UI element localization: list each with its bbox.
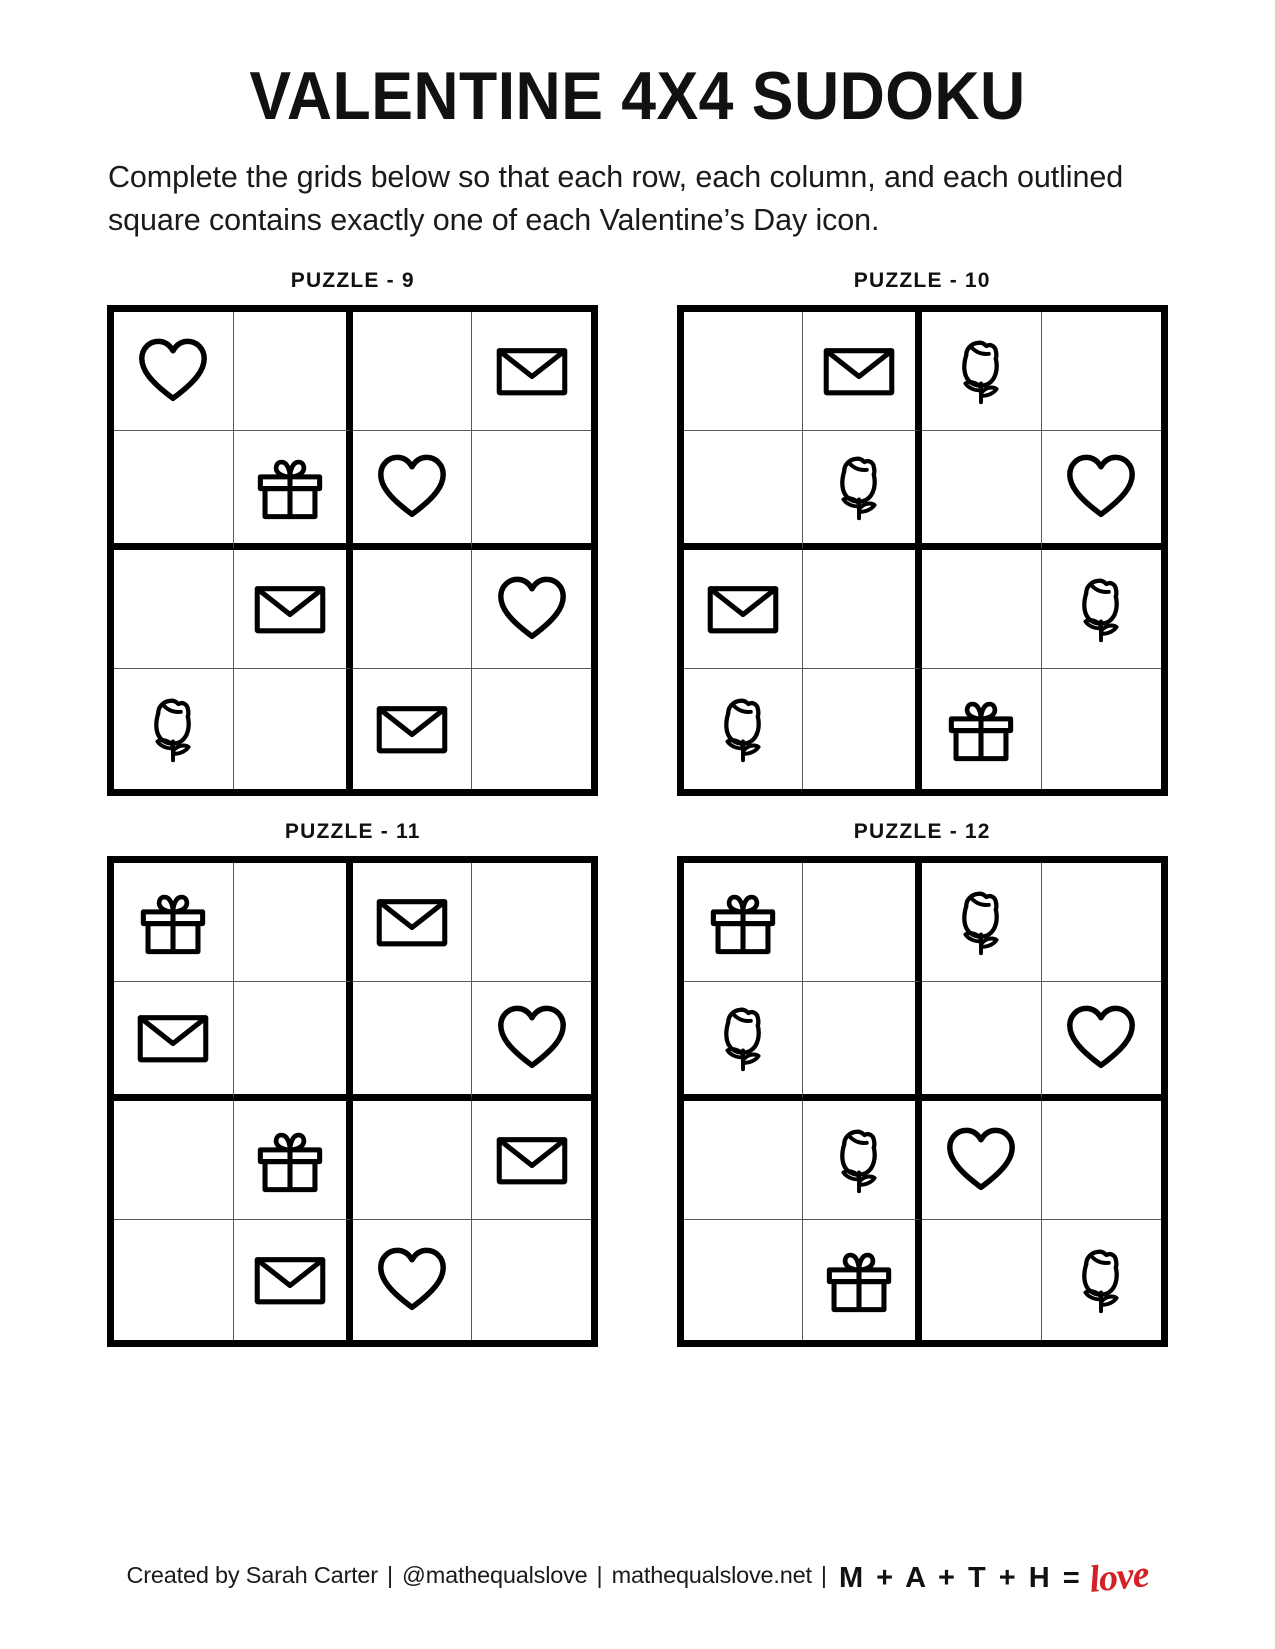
sudoku-cell-r2c3[interactable] <box>353 982 472 1101</box>
sudoku-cell-r2c2[interactable] <box>234 431 353 550</box>
empty-cell <box>820 570 898 648</box>
envelope-icon <box>820 332 898 410</box>
footer <box>0 1553 1275 1601</box>
sudoku-cell-r3c1[interactable] <box>114 550 233 669</box>
empty-cell <box>134 570 212 648</box>
sudoku-cell-r4c1[interactable] <box>684 669 803 788</box>
empty-cell <box>1062 883 1140 961</box>
envelope-icon <box>251 1241 329 1319</box>
sudoku-grid <box>107 856 598 1347</box>
empty-cell <box>493 690 571 768</box>
sudoku-cell-r1c4[interactable] <box>1042 863 1161 982</box>
sudoku-cell-r3c4[interactable] <box>1042 1101 1161 1220</box>
sudoku-cell-r2c2[interactable] <box>803 982 922 1101</box>
sudoku-cell-r3c3[interactable] <box>922 550 1041 669</box>
sudoku-cell-r3c1[interactable] <box>114 1101 233 1220</box>
sudoku-cell-r3c4[interactable] <box>472 550 591 669</box>
empty-cell <box>251 690 329 768</box>
sudoku-grid <box>677 856 1168 1347</box>
empty-cell <box>134 1121 212 1199</box>
sudoku-cell-r1c2[interactable] <box>234 863 353 982</box>
sudoku-cell-r2c4[interactable] <box>1042 982 1161 1101</box>
puzzle-block <box>656 269 1190 796</box>
empty-cell <box>251 883 329 961</box>
sudoku-cell-r2c1[interactable] <box>684 431 803 550</box>
sudoku-grid <box>677 305 1168 796</box>
rose-icon <box>704 999 782 1077</box>
envelope-icon <box>373 690 451 768</box>
puzzle-label: PUZZLE - 10 <box>853 268 991 292</box>
sudoku-cell-r1c1[interactable] <box>684 863 803 982</box>
heart-icon <box>493 999 571 1077</box>
empty-cell <box>704 332 782 410</box>
empty-cell <box>820 690 898 768</box>
sudoku-cell-r4c4[interactable] <box>1042 669 1161 788</box>
heart-icon <box>373 448 451 526</box>
rose-icon <box>1062 1241 1140 1319</box>
sudoku-cell-r2c4[interactable] <box>472 431 591 550</box>
sudoku-cell-r4c3[interactable] <box>922 1220 1041 1339</box>
puzzle-container <box>0 269 1275 1347</box>
puzzle-block <box>86 820 620 1347</box>
sudoku-cell-r3c2[interactable] <box>234 1101 353 1220</box>
sudoku-cell-r3c3[interactable] <box>922 1101 1041 1220</box>
sudoku-cell-r1c1[interactable] <box>684 312 803 431</box>
empty-cell <box>134 1241 212 1319</box>
empty-cell <box>493 883 571 961</box>
sudoku-cell-r3c1[interactable] <box>684 550 803 669</box>
envelope-icon <box>704 570 782 648</box>
empty-cell <box>1062 690 1140 768</box>
puzzle-block <box>656 820 1190 1347</box>
rose-icon <box>1062 570 1140 648</box>
heart-icon <box>1062 448 1140 526</box>
puzzle-label: PUZZLE - 12 <box>853 819 991 843</box>
sudoku-cell-r1c2[interactable] <box>803 312 922 431</box>
sudoku-cell-r4c1[interactable] <box>114 1220 233 1339</box>
gift-icon <box>134 883 212 961</box>
empty-cell <box>1062 332 1140 410</box>
heart-icon <box>373 1241 451 1319</box>
empty-cell <box>704 1241 782 1319</box>
sudoku-cell-r1c2[interactable] <box>234 312 353 431</box>
puzzle-label: PUZZLE - 9 <box>290 268 415 292</box>
envelope-icon <box>493 1121 571 1199</box>
sudoku-cell-r3c3[interactable] <box>353 1101 472 1220</box>
sudoku-grid <box>107 305 598 796</box>
gift-icon <box>820 1241 898 1319</box>
empty-cell <box>942 1241 1020 1319</box>
envelope-icon <box>251 570 329 648</box>
sudoku-cell-r4c1[interactable] <box>684 1220 803 1339</box>
sudoku-cell-r4c4[interactable] <box>1042 1220 1161 1339</box>
logo-love-text: love <box>1087 1553 1151 1601</box>
footer-separator-3: | <box>820 1561 827 1588</box>
sudoku-cell-r4c2[interactable] <box>234 669 353 788</box>
empty-cell <box>493 448 571 526</box>
sudoku-cell-r4c3[interactable] <box>353 669 472 788</box>
sudoku-cell-r2c1[interactable] <box>114 431 233 550</box>
envelope-icon <box>134 999 212 1077</box>
sudoku-cell-r3c4[interactable] <box>1042 550 1161 669</box>
footer-created-by: Created by Sarah Carter <box>126 1561 378 1588</box>
puzzle-label: PUZZLE - 11 <box>284 819 421 843</box>
sudoku-cell-r4c4[interactable] <box>472 1220 591 1339</box>
sudoku-cell-r3c2[interactable] <box>803 1101 922 1220</box>
heart-icon <box>1062 999 1140 1077</box>
footer-separator-1: | <box>386 1561 394 1588</box>
gift-icon <box>704 883 782 961</box>
gift-icon <box>251 448 329 526</box>
sudoku-cell-r2c2[interactable] <box>803 431 922 550</box>
sudoku-cell-r4c2[interactable] <box>234 1220 353 1339</box>
empty-cell <box>942 999 1020 1077</box>
sudoku-cell-r4c2[interactable] <box>803 1220 922 1339</box>
rose-icon <box>704 690 782 768</box>
envelope-icon <box>493 332 571 410</box>
empty-cell <box>493 1241 571 1319</box>
footer-separator-2: | <box>596 1561 603 1588</box>
gift-icon <box>251 1121 329 1199</box>
sudoku-cell-r1c4[interactable] <box>472 863 591 982</box>
sudoku-cell-r1c3[interactable] <box>353 863 472 982</box>
envelope-icon <box>373 883 451 961</box>
sudoku-cell-r4c4[interactable] <box>472 669 591 788</box>
sudoku-cell-r3c4[interactable] <box>472 1101 591 1220</box>
sudoku-cell-r2c4[interactable] <box>472 982 591 1101</box>
empty-cell <box>942 448 1020 526</box>
rose-icon <box>134 690 212 768</box>
sudoku-cell-r1c4[interactable] <box>472 312 591 431</box>
page-title: VALENTINE 4X4 SUDOKU <box>249 58 1026 134</box>
sudoku-cell-r4c3[interactable] <box>922 669 1041 788</box>
empty-cell <box>373 332 451 410</box>
sudoku-cell-r1c3[interactable] <box>922 312 1041 431</box>
empty-cell <box>704 1121 782 1199</box>
sudoku-cell-r4c1[interactable] <box>114 669 233 788</box>
sudoku-cell-r1c4[interactable] <box>1042 312 1161 431</box>
gift-icon <box>942 690 1020 768</box>
empty-cell <box>373 999 451 1077</box>
sudoku-cell-r3c1[interactable] <box>684 1101 803 1220</box>
sudoku-cell-r1c3[interactable] <box>353 312 472 431</box>
logo-math-text: M + A + T + H = <box>838 1562 1083 1594</box>
sudoku-cell-r3c2[interactable] <box>803 550 922 669</box>
sudoku-cell-r2c3[interactable] <box>353 431 472 550</box>
footer-website: mathequalslove.net <box>611 1561 812 1588</box>
rose-icon <box>820 448 898 526</box>
empty-cell <box>942 570 1020 648</box>
rose-icon <box>942 883 1020 961</box>
sudoku-cell-r2c1[interactable] <box>684 982 803 1101</box>
sudoku-cell-r1c2[interactable] <box>803 863 922 982</box>
heart-icon <box>942 1121 1020 1199</box>
sudoku-cell-r1c1[interactable] <box>114 863 233 982</box>
sudoku-cell-r4c3[interactable] <box>353 1220 472 1339</box>
instructions-text: Complete the grids below so that each row, each column, and each outlined square contains exactly one of each Valentine’s Day icon. <box>108 160 1124 238</box>
empty-cell <box>373 570 451 648</box>
empty-cell <box>1062 1121 1140 1199</box>
sudoku-cell-r2c3[interactable] <box>922 982 1041 1101</box>
empty-cell <box>251 999 329 1077</box>
sudoku-cell-r2c4[interactable] <box>1042 431 1161 550</box>
sudoku-cell-r2c3[interactable] <box>922 431 1041 550</box>
empty-cell <box>820 999 898 1077</box>
puzzle-block <box>86 269 620 796</box>
empty-cell <box>373 1121 451 1199</box>
footer-social-handle: @mathequalslove <box>402 1561 588 1588</box>
empty-cell <box>134 448 212 526</box>
rose-icon <box>942 332 1020 410</box>
heart-icon <box>493 570 571 648</box>
sudoku-cell-r1c3[interactable] <box>922 863 1041 982</box>
sudoku-cell-r4c2[interactable] <box>803 669 922 788</box>
sudoku-cell-r3c3[interactable] <box>353 550 472 669</box>
math-equals-love-logo <box>838 1553 1151 1601</box>
empty-cell <box>704 448 782 526</box>
sudoku-cell-r2c2[interactable] <box>234 982 353 1101</box>
sudoku-cell-r1c1[interactable] <box>114 312 233 431</box>
empty-cell <box>820 883 898 961</box>
empty-cell <box>251 332 329 410</box>
sudoku-cell-r2c1[interactable] <box>114 982 233 1101</box>
heart-icon <box>134 332 212 410</box>
sudoku-cell-r3c2[interactable] <box>234 550 353 669</box>
rose-icon <box>820 1121 898 1199</box>
